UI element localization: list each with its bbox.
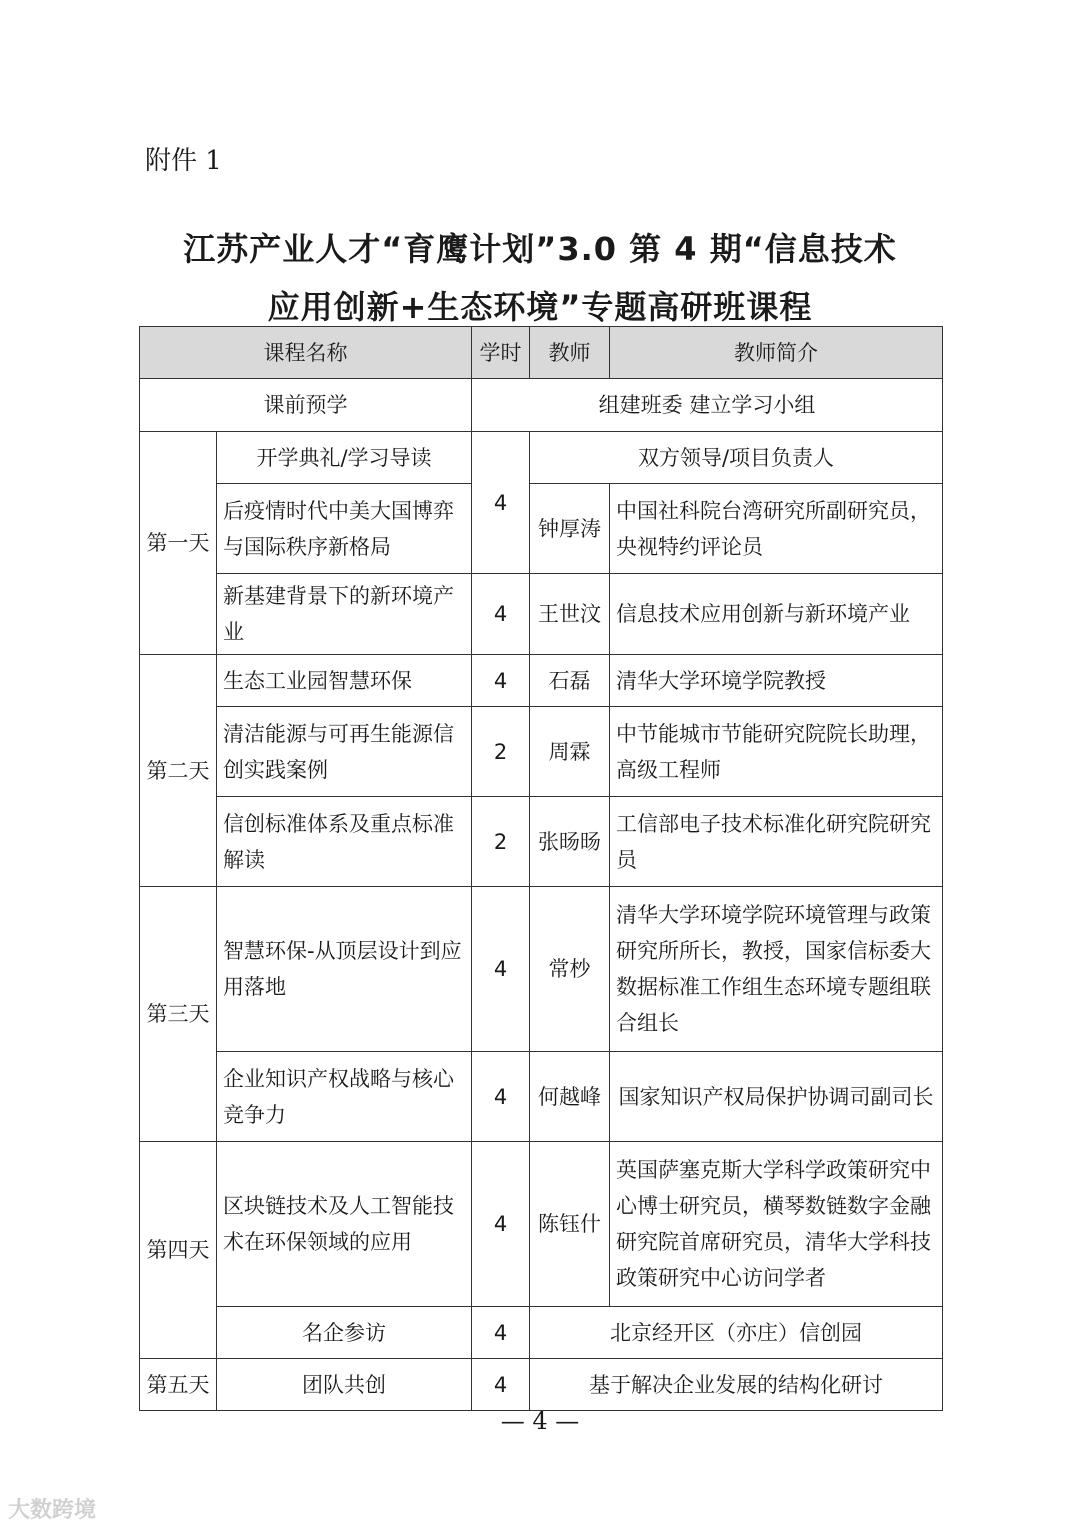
- table-row: [140, 432, 943, 484]
- page-number: — 4 —: [500, 1407, 580, 1435]
- teacher-intro: 基于解决企业发展的结构化研讨: [530, 1359, 943, 1411]
- attachment-label: 附件 1: [145, 146, 222, 176]
- course-hours: 4: [472, 1142, 530, 1307]
- course-name: 企业知识产权战略与核心竞争力: [217, 1052, 472, 1142]
- course-name: 名企参访: [217, 1307, 472, 1359]
- table-row: [140, 574, 943, 655]
- table-header-row: [140, 327, 943, 379]
- course-name: 清洁能源与可再生能源信创实践案例: [217, 707, 472, 797]
- teacher-intro: 清华大学环境学院教授: [610, 655, 943, 707]
- day-label: 第四天: [140, 1142, 217, 1359]
- course-hours: 4: [472, 1307, 530, 1359]
- page-title-line1: 江苏产业人才“育鹰计划”3.0 第 4 期“信息技术: [183, 230, 897, 268]
- table-row: [140, 1359, 943, 1411]
- course-hours: 4: [472, 1359, 530, 1411]
- table-row: [140, 797, 943, 887]
- header-teacher: 教师: [530, 327, 610, 379]
- teacher-name: 常杪: [530, 887, 610, 1052]
- teacher-name: 张旸旸: [530, 797, 610, 887]
- teacher-intro: 中国社科院台湾研究所副研究员，央视特约评论员: [610, 484, 943, 574]
- teacher-name: 石磊: [530, 655, 610, 707]
- course-hours: 2: [472, 707, 530, 797]
- table-row: [140, 379, 943, 432]
- teacher-intro: 信息技术应用创新与新环境产业: [610, 574, 943, 655]
- course-name: 后疫情时代中美大国博弈与国际秩序新格局: [217, 484, 472, 574]
- teacher-intro: 清华大学环境学院环境管理与政策研究所所长，教授，国家信标委大数据标准工作组生态环境专题组联合组长: [610, 887, 943, 1052]
- table-row: [140, 1142, 943, 1307]
- pre-course-name: 课前预学: [140, 379, 472, 432]
- teacher-intro: 国家知识产权局保护协调司副司长: [610, 1052, 943, 1142]
- course-name: 开学典礼/学习导读: [217, 432, 472, 484]
- teacher-intro: 双方领导/项目负责人: [530, 432, 943, 484]
- day-label: 第二天: [140, 655, 217, 887]
- watermark-logo: 大数跨境: [8, 1498, 97, 1523]
- course-name: 区块链技术及人工智能技术在环保领域的应用: [217, 1142, 472, 1307]
- course-name: 生态工业园智慧环保: [217, 655, 472, 707]
- course-hours: 4: [472, 655, 530, 707]
- course-hours: 4: [472, 887, 530, 1052]
- course-hours: 4: [472, 574, 530, 655]
- course-name: 团队共创: [217, 1359, 472, 1411]
- teacher-name: 周霖: [530, 707, 610, 797]
- pre-course-content: 组建班委 建立学习小组: [472, 379, 943, 432]
- teacher-name: 陈钰什: [530, 1142, 610, 1307]
- day-label: 第三天: [140, 887, 217, 1142]
- table-row: [140, 1052, 943, 1142]
- table-row: [140, 887, 943, 1052]
- course-hours: 4: [472, 1052, 530, 1142]
- table-row: [140, 655, 943, 707]
- teacher-intro: 中节能城市节能研究院院长助理，高级工程师: [610, 707, 943, 797]
- day-label: 第五天: [140, 1359, 217, 1411]
- header-course-name: 课程名称: [140, 327, 472, 379]
- day-label: 第一天: [140, 432, 217, 655]
- course-name: 新基建背景下的新环境产业: [217, 574, 472, 655]
- table-row: [140, 484, 943, 574]
- course-hours: 2: [472, 797, 530, 887]
- header-teacher-intro: 教师简介: [610, 327, 943, 379]
- page-title-line2: 应用创新+生态环境”专题高研班课程: [267, 288, 813, 326]
- teacher-name: 何越峰: [530, 1052, 610, 1142]
- course-name: 智慧环保-从顶层设计到应用落地: [217, 887, 472, 1052]
- teacher-name: 王世汶: [530, 574, 610, 655]
- header-hours: 学时: [472, 327, 530, 379]
- teacher-name: 钟厚涛: [530, 484, 610, 574]
- teacher-intro: 工信部电子技术标准化研究院研究员: [610, 797, 943, 887]
- teacher-intro: 英国萨塞克斯大学科学政策研究中心博士研究员，横琴数链数字金融研究院首席研究员，清华大学科技政策研究中心访问学者: [610, 1142, 943, 1307]
- course-name: 信创标准体系及重点标准解读: [217, 797, 472, 887]
- table-row: [140, 707, 943, 797]
- course-table: [139, 326, 943, 1411]
- course-hours: 4: [472, 432, 530, 574]
- teacher-intro: 北京经开区（亦庄）信创园: [530, 1307, 943, 1359]
- table-row: [140, 1307, 943, 1359]
